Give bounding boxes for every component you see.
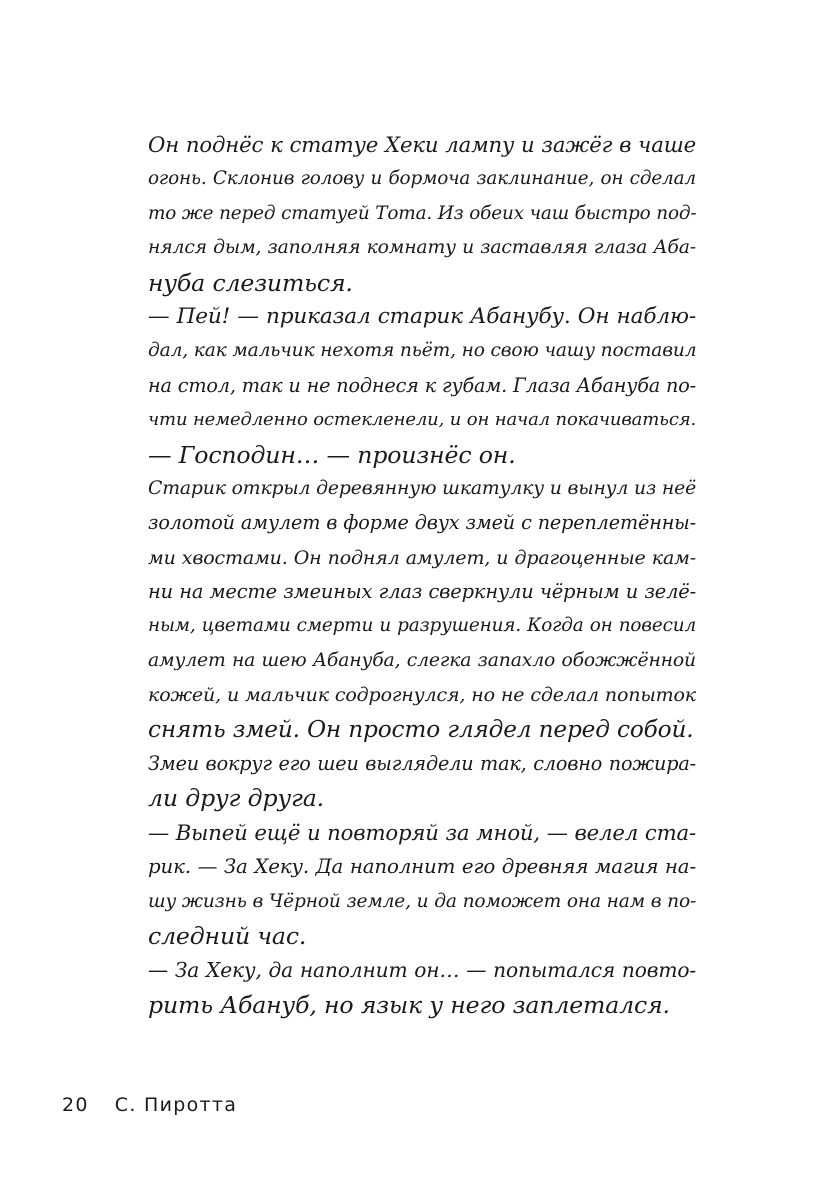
text-line: снять змей. Он просто глядел перед собой. [148, 715, 694, 743]
text-line: — Господин… — произнёс он. [148, 440, 516, 469]
text-line: Змеи вокруг его шеи выглядели так, словно пожира- [148, 752, 696, 776]
text-line: чти немедленно остекленели, и он начал покачиваться. [148, 409, 697, 431]
text-line: шу жизнь в Чёрной земле, и да поможет она нам в по- [148, 890, 697, 912]
page-footer [62, 1094, 237, 1116]
text-line: дал, как мальчик нехотя пьёт, но свою чашу поставил [148, 340, 697, 362]
text-line: то же перед статуей Тота. Из обеих чаш быстро под- [148, 202, 697, 224]
page-number: 20 [62, 1094, 89, 1116]
text-line: — За Хеку, да наполнит он… — попытался повто- [148, 958, 696, 983]
text-line: рить Абануб, но язык у него заплетался. [148, 990, 670, 1019]
text-line: ни на месте змеиных глаз сверкнули чёрным и зелё- [148, 580, 696, 604]
text-line: Старик открыл деревянную шкатулку и вынул из неё [148, 477, 697, 499]
text-line: следний час. [148, 921, 307, 950]
text-line: амулет на шею Абануба, слегка запахло обожжённой [148, 649, 696, 671]
text-line: огонь. Склонив голову и бормоча заклинание, он сделал [148, 168, 696, 190]
text-line: Он поднёс к статуе Хеки лампу и зажёг в чаше [148, 132, 696, 157]
text-line: — Пей! — приказал старик Абанубу. Он наблю- [148, 303, 696, 329]
text-line: нялся дым, заполняя комнату и заставляя глаза Аба- [148, 237, 696, 259]
text-line: нуба слезиться. [148, 268, 353, 297]
text-line: ным, цветами смерти и разрушения. Когда он повесил [148, 615, 696, 637]
text-line: кожей, и мальчик содрогнулся, но не сделал попыток [148, 684, 696, 707]
body-text [148, 128, 696, 1022]
text-line: — Выпей ещё и повторяй за мной, — велел ста- [148, 819, 696, 845]
text-line: на стол, так и не поднеся к губам. Глаза Абануба по- [148, 373, 696, 397]
text-line: ли друг друга. [148, 784, 325, 813]
running-author: С. Пиротта [114, 1094, 238, 1116]
text-line: золотой амулет в форме двух змей с переплетённы- [148, 511, 696, 535]
text-line: рик. — За Хеку. Да наполнит его древняя магия на- [148, 855, 696, 879]
text-line: ми хвостами. Он поднял амулет, и драгоценные кам- [148, 546, 696, 569]
